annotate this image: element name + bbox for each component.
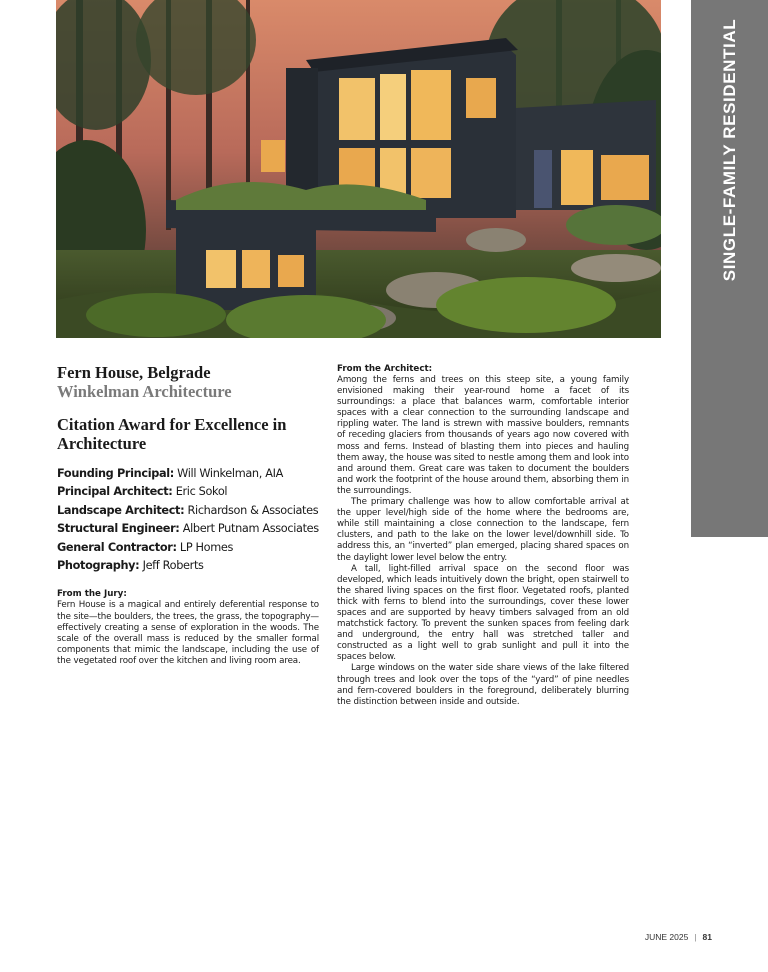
credit-item [57,465,319,483]
credit-name: Will Winkelman, AIA [177,467,283,480]
issue-date: JUNE 2025 [644,932,689,942]
architect-paragraph: Among the ferns and trees on this steep site, a young family envisioned making their year-round home a facet of its surroundings: a place that balances warm, comfortable interior spaces with a clear connection to the surrounding landscape and rippling water. The land is strewn with massive boulders, remnants of receding glaciers from thousands of years ago now covered with moss and ferns. Instead of blasting them into pieces and hauling them away, the house was sited to nestle among them and look into and around them. Great care was taken to document the boulders and work the footprint of the house around them, absorbing them in the surroundings. [337,375,629,496]
architect-paragraph: A tall, light-filled arrival space on the second floor was developed, which leads intuitively down the bright, open stairwell to the shared living spaces on the first floor. Vegetated roofs, planted thick with ferns to blend into the surroundings, cover these lower spaces and are supported by heavy timbers salvaged from an old matchstick factory. To prevent the sunken spaces from feeling dark and underground, the entry hall was stretched taller and constructed as a light well to grab sunlight and pull it into the spaces below. [337,563,629,663]
credit-role: Structural Engineer: [57,522,180,536]
project-title: Fern House, Belgrade [57,363,211,382]
credit-item [57,557,319,575]
section-tab [691,0,768,537]
firm-name: Winkelman Architecture [57,382,232,401]
credit-name: Albert Putnam Associates [182,522,319,536]
credit-item [57,483,319,501]
credit-name: Richardson & Associates [187,503,319,517]
credit-role: Landscape Architect: [57,503,185,517]
credit-role: Founding Principal: [57,467,174,480]
award-title: Citation Award for Excellence in Architecture [57,415,287,453]
credit-role: General Contractor: [57,540,177,554]
credit-name: Eric Sokol [175,485,228,499]
credit-role: Photography: [57,559,140,573]
architect-paragraph: The primary challenge was how to allow comfortable arrival at the upper level/high side of the home where the bedrooms are, while still maintaining a close connection to the landscape, fern clusters, and path to the lake on the lower level/downhill side. To address this, an “inverted” plan emerged, placing shared spaces on the daylight lower level below the entry. [337,497,629,563]
credit-role: Principal Architect: [57,485,173,499]
credit-name: Jeff Roberts [142,559,204,573]
credit-item [57,502,319,520]
house-photo [56,0,661,338]
credits-list [57,465,319,575]
architect-paragraph: Large windows on the water side share views of the lake filtered through trees and look over the tops of the “yard” of pine needles and fern-covered boulders in the foreground, deliberately blurring the distinction between inside and outside. [337,663,629,707]
left-column [57,363,319,667]
jury-heading: From the Jury: [57,589,127,600]
jury-text: Fern House is a magical and entirely deferential response to the site—the boulders, the trees, the grass, the topography—effectively creating a sense of exploration in the woods. The scale of the overall mass is reduced by the smaller formal components that mimic the landscape, including the use of the vegetated roof over the kitchen and living room area. [57,600,319,666]
credit-item [57,539,319,557]
credit-name: LP Homes [179,540,234,554]
section-tab-label: SINGLE-FAMILY RESIDENTIAL [719,18,739,282]
architect-heading: From the Architect: [337,364,433,374]
right-column [337,363,629,708]
footer-separator: | [694,932,697,942]
credit-item [57,520,319,538]
page-footer [645,932,712,942]
page-number: 81 [702,932,712,942]
